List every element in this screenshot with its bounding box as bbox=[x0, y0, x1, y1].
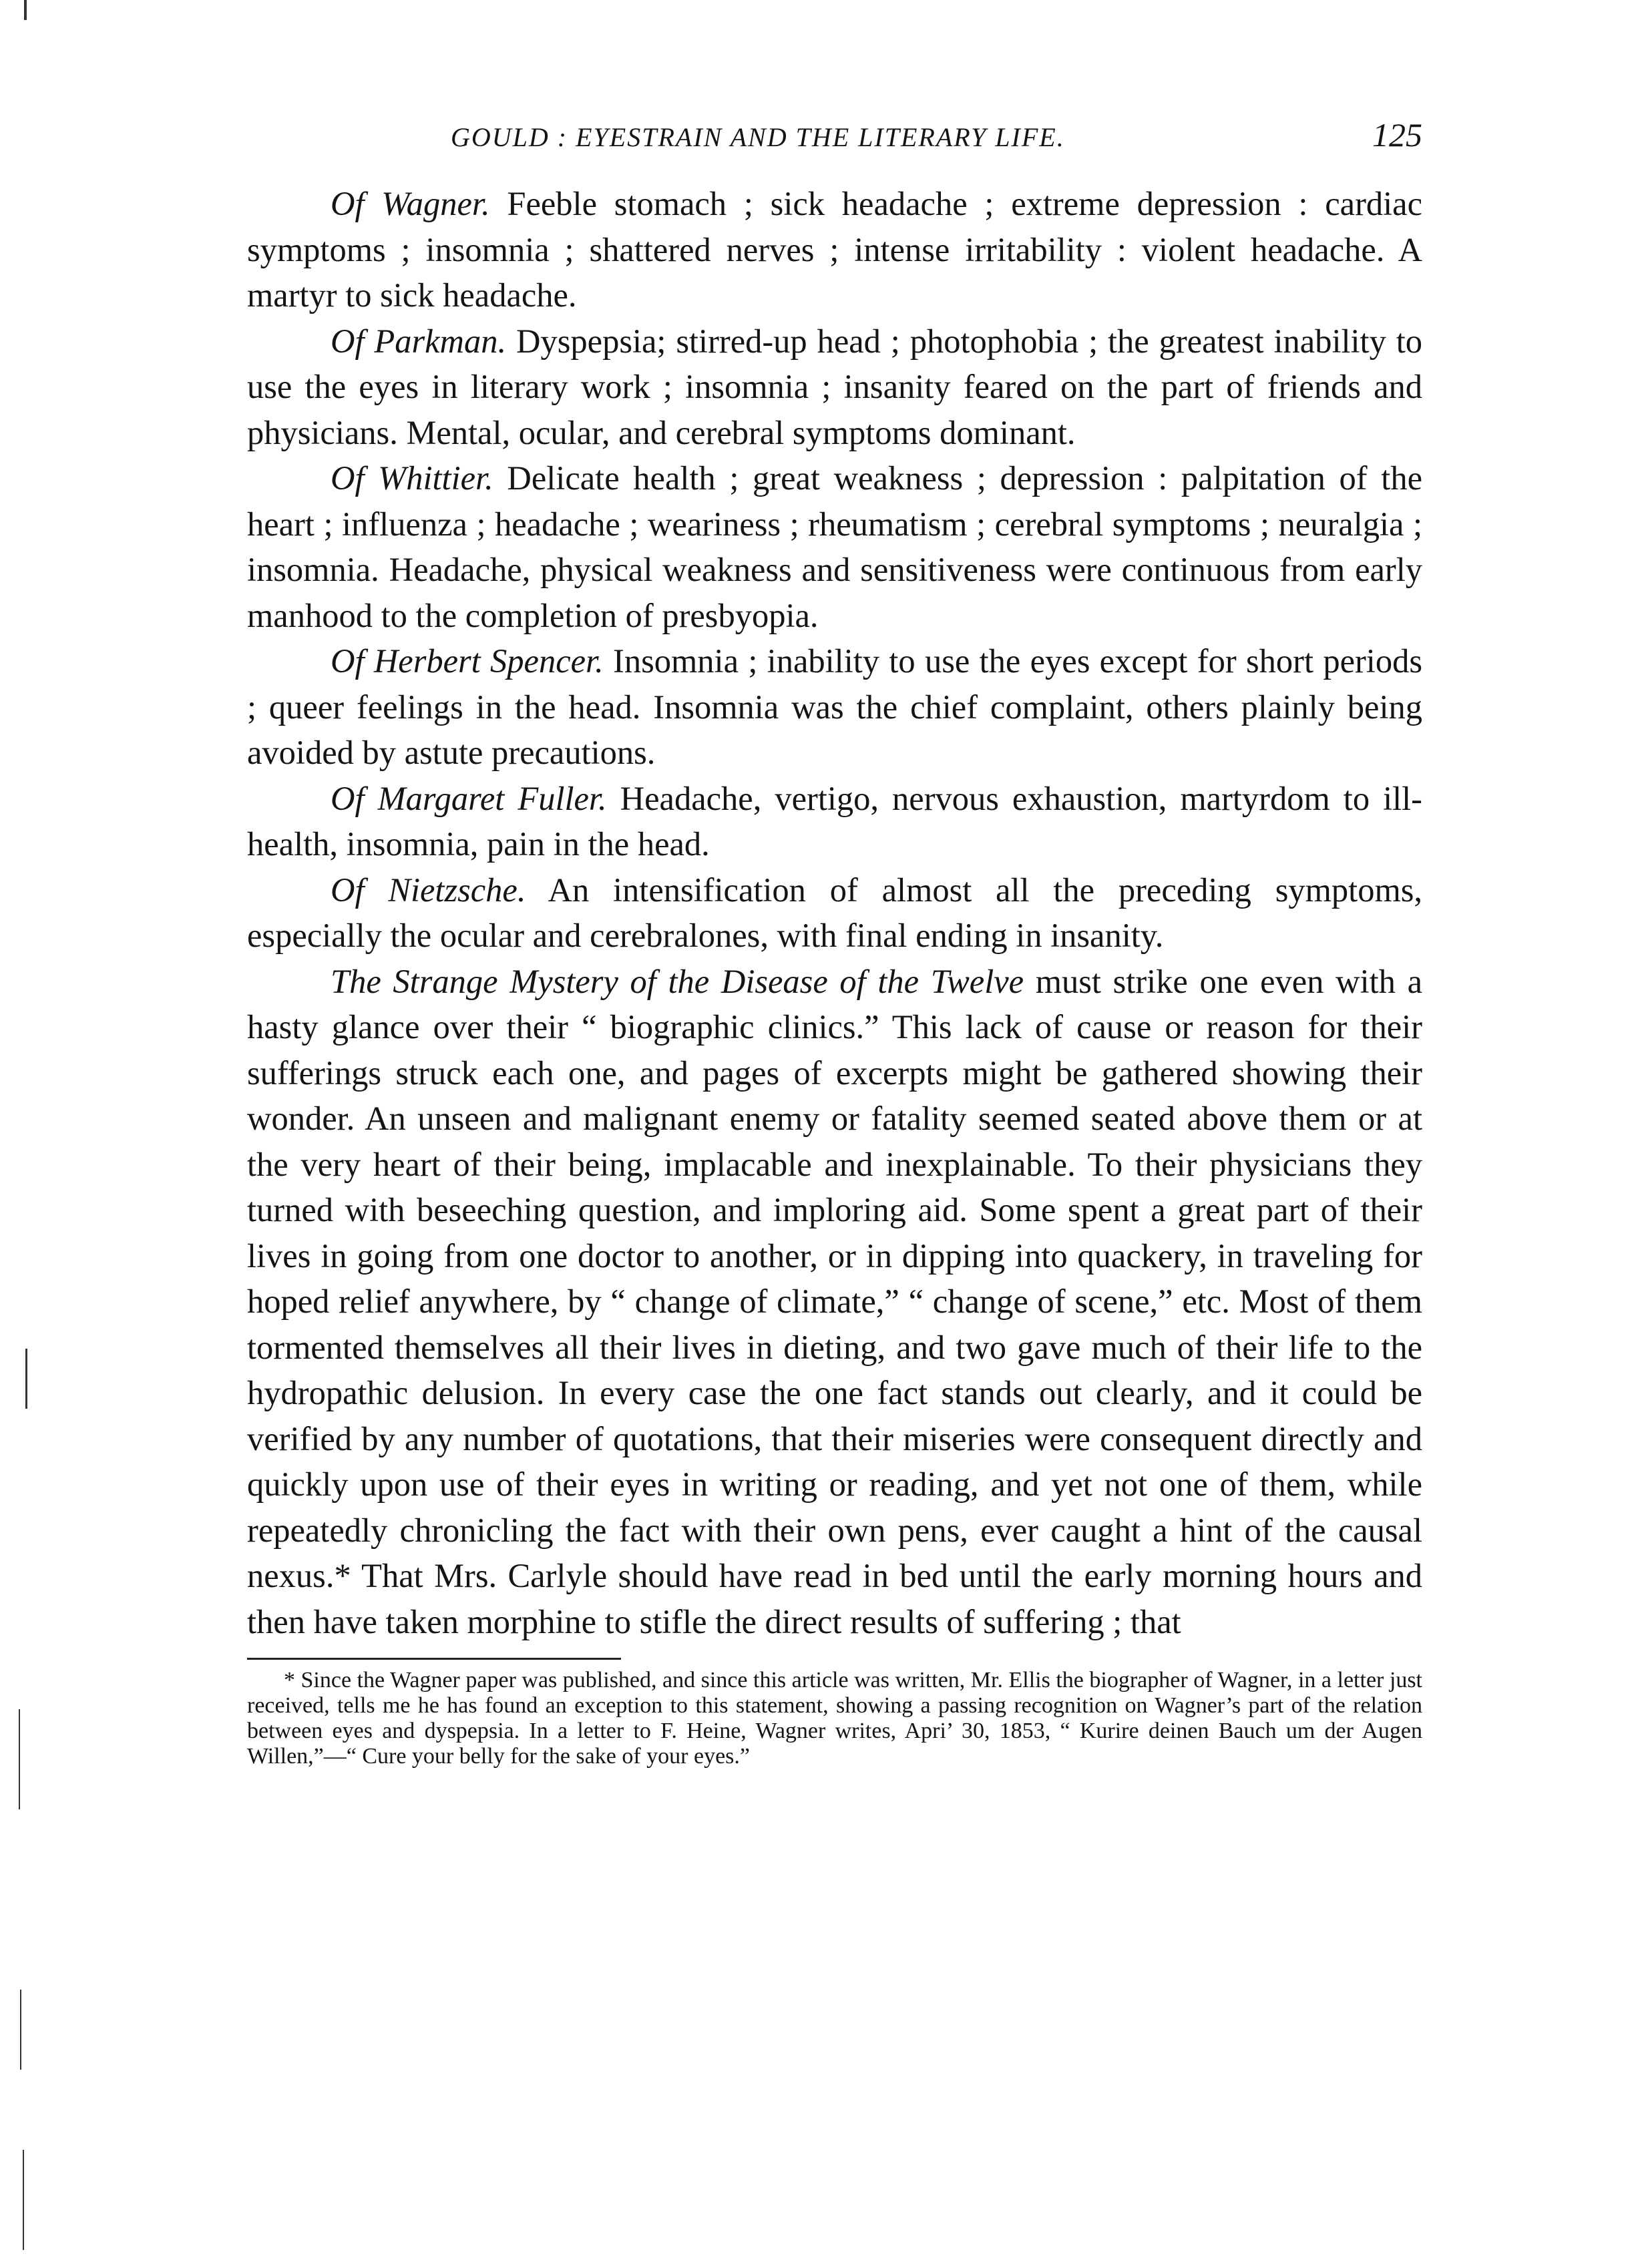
scan-mark bbox=[19, 1709, 20, 1809]
paragraph-text: Feeble stomach ; sick headache ; extreme depression : cardiac symptoms ; insomnia ; shattered nerves ; intense irritability : violent headache. A martyr to sick headache. bbox=[247, 185, 1422, 314]
paragraph-lead: Of Nietzsche. bbox=[331, 871, 526, 909]
paragraph-lead: Of Parkman. bbox=[331, 322, 507, 360]
paragraph-text: must strike one even with a hasty glance over their “ biographic clinics.” This lack of cause or reason for their sufferings struck each one, and pages of excerpts might be gathered showing their wonder. An unseen and malignant enemy or fatality seemed seated above them or at the very heart of their being, implacable and inexplainable. To their physicians they turned with beseeching question, and imploring aid. Some spent a great part of their lives in going from one doctor to another, or in dipping into quackery, in traveling for hoped relief anywhere, by “ change of climate,” “ change of scene,” etc. Most of them tormented themselves all their lives in dieting, and two gave much of their life to the hydropathic delusion. In every case the one fact stands out clearly, and it could be verified by any number of quotations, that their miseries were consequent directly and quickly upon use of their eyes in writing or reading, and yet not one of them, while repeatedly chronicling the fact with their own pens, ever caught a hint of the causal nexus.* That Mrs. Carlyle should have read in bed until the early morning hours and then have taken morphine to stifle the direct results of suffering ; that bbox=[247, 962, 1422, 1640]
paragraph-text: An intensification of almost all the preceding symptoms, especially the ocular and cerebralones, with final ending in insanity. bbox=[247, 871, 1423, 954]
footnote-divider bbox=[247, 1658, 621, 1660]
paragraph-text: Delicate health ; great weakness ; depression : palpitation of the heart ; influenza ; headache ; weariness ; rheumatism ; cerebral symptoms ; neuralgia ; insomnia. Headache, physical weakness and sensitiveness were continuous from early manhood to the completion of presbyopia. bbox=[247, 459, 1422, 634]
footnote: * Since the Wagner paper was published, and since this article was written, Mr. Ellis the biographer of Wagner, in a letter just received, tells me he has found an exception to this statement, showing a passing recognition on Wagner’s part of the relation between eyes and dyspepsia. In a letter to F. Heine, Wagner writes, Apri’ 30, 1853, “ Kurire deinen Bauch um der Augen Willen,”—“ Cure your belly for the sake of your eyes.” bbox=[247, 1668, 1422, 1769]
paragraph-wagner bbox=[247, 181, 1422, 318]
page-header bbox=[247, 114, 1422, 154]
paragraph-fuller bbox=[247, 776, 1422, 867]
running-head: GOULD : EYESTRAIN AND THE LITERARY LIFE. bbox=[451, 122, 1065, 152]
book-page bbox=[247, 114, 1422, 1769]
paragraph-spencer bbox=[247, 638, 1422, 776]
paragraph-text: Headache, vertigo, nervous exhaustion, martyrdom to ill-health, insomnia, pain in the head. bbox=[247, 779, 1422, 863]
paragraph-nietzsche bbox=[247, 867, 1422, 959]
paragraph-lead: Of Wagner. bbox=[331, 185, 490, 222]
scan-mark bbox=[25, 1349, 27, 1409]
paragraph-lead: The Strange Mystery of the Disease of the Twelve bbox=[331, 962, 1024, 1000]
paragraph-lead: Of Margaret Fuller. bbox=[331, 779, 607, 817]
paragraph-parkman bbox=[247, 318, 1422, 456]
paragraph-text: Insomnia ; inability to use the eyes except for short periods ; queer feelings in the head. Insomnia was the chief complaint, others plainly being avoided by astute precautions. bbox=[247, 642, 1422, 771]
scan-edge-marks bbox=[0, 0, 40, 2268]
paragraph-lead: Of Whittier. bbox=[331, 459, 493, 497]
paragraph-lead: Of Herbert Spencer. bbox=[331, 642, 604, 680]
page-number: 125 bbox=[1372, 116, 1422, 154]
paragraph-whittier bbox=[247, 455, 1422, 638]
paragraph-strange-mystery bbox=[247, 959, 1422, 1645]
scan-mark bbox=[23, 2150, 24, 2250]
scan-mark bbox=[24, 0, 27, 20]
paragraph-text: Dyspepsia; stirred-up head ; photophobia ; the greatest inability to use the eyes in literary work ; insomnia ; insanity feared on the part of friends and physicians. Mental, ocular, and cerebral symptoms dominant. bbox=[247, 322, 1422, 451]
scan-mark bbox=[20, 1990, 21, 2070]
